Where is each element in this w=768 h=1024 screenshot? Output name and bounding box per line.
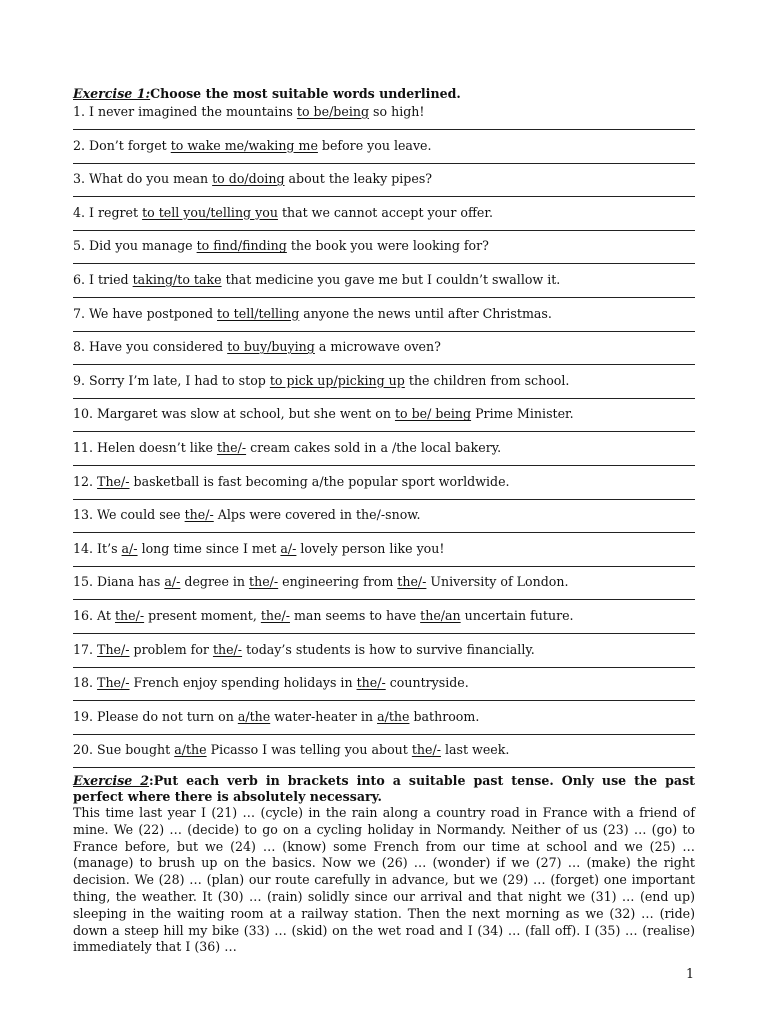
answer-line[interactable] xyxy=(73,163,695,164)
question-text xyxy=(73,741,509,758)
question-text xyxy=(73,170,432,187)
question-item xyxy=(73,405,695,439)
question-segment: problem for xyxy=(129,641,213,657)
question-segment: a microwave oven? xyxy=(314,339,441,355)
question-segment: Prime Minister. xyxy=(471,406,574,422)
answer-options: a/the xyxy=(237,708,271,724)
question-segment: 18. xyxy=(73,675,98,691)
question-item xyxy=(73,305,695,339)
question-segment: present moment, xyxy=(144,607,261,623)
answer-options: The/- xyxy=(97,675,130,691)
question-text xyxy=(73,103,424,120)
question-text xyxy=(73,338,441,355)
answer-line[interactable] xyxy=(73,633,695,634)
question-text xyxy=(73,372,569,389)
question-segment: bathroom. xyxy=(409,708,480,724)
question-segment: University of London. xyxy=(426,574,569,590)
answer-line[interactable] xyxy=(73,767,695,768)
question-segment: 19. Please do not turn on xyxy=(73,708,238,724)
question-segment: 9. Sorry I’m late, I had to stop xyxy=(73,372,270,388)
question-segment: 12. xyxy=(73,473,98,489)
answer-line[interactable] xyxy=(73,465,695,466)
question-text xyxy=(73,204,493,221)
question-text xyxy=(73,573,568,590)
answer-line[interactable] xyxy=(73,499,695,500)
answer-options: a/- xyxy=(280,540,297,556)
answer-line[interactable] xyxy=(73,364,695,365)
question-segment: anyone the news until after Christmas. xyxy=(299,305,552,321)
question-item xyxy=(73,271,695,305)
question-segment: water-heater in xyxy=(270,708,378,724)
question-item xyxy=(73,473,695,507)
answer-options: the/an xyxy=(420,607,461,623)
question-segment: 1. I never imagined the mountains xyxy=(73,104,297,119)
answer-options: a/the xyxy=(174,742,207,758)
question-segment: 4. I regret xyxy=(73,204,143,220)
question-item xyxy=(73,741,695,775)
answer-line[interactable] xyxy=(73,129,695,130)
answer-line[interactable] xyxy=(73,667,695,668)
answer-options: the/- xyxy=(212,641,243,657)
question-text xyxy=(73,641,535,658)
answer-options: to be/ being xyxy=(394,406,472,422)
question-item xyxy=(73,103,695,137)
answer-line[interactable] xyxy=(73,331,695,332)
exercise-2-passage: This time last year I (21) … (cycle) in the rain along a country road in France with a friend of mine. We (22) … (decide) to go on a cycling holiday in Normandy. Neither of us (23) … (go) to France before, but we (24) … (know) some French from our time at school and we (25) … (manage) to brush up on the basics. Now we (26) … (wonder) if we (27) … (make) the right decision. We (28) … (plan) our route carefully in advance, but we (29) … (forget) one important thing, the weather. It (30) … (rain) solidly since our arrival and that night we (31) … (end up) sleeping in the waiting room at a railway station. Then the next morning as we (32) … (ride) down a steep hill my bike (33) … (skid) on the wet road and I (34) … (fall off). I (35) … (realise) immediately that I (36) … xyxy=(73,805,695,955)
question-text xyxy=(73,271,560,288)
question-segment: about the leaky pipes? xyxy=(284,171,433,187)
answer-options: to do/doing xyxy=(212,171,285,187)
exercise-2-heading xyxy=(73,773,695,805)
exercise-2-label: Exercise 2 xyxy=(73,773,150,788)
answer-options: a/- xyxy=(164,574,181,590)
question-segment: the children from school. xyxy=(404,372,570,388)
question-segment: countryside. xyxy=(385,675,469,691)
answer-options: a/- xyxy=(121,540,138,556)
question-segment: last week. xyxy=(440,742,510,758)
question-segment: Alps were covered in the/-snow. xyxy=(213,507,421,523)
question-segment: 17. xyxy=(73,641,98,657)
question-text xyxy=(73,439,501,456)
answer-options: to find/finding xyxy=(196,238,287,254)
question-segment: basketball is fast becoming a/the popular sport worldwide. xyxy=(129,473,510,489)
answer-options: the/- xyxy=(411,742,441,758)
exercise-1 xyxy=(73,86,695,775)
answer-line[interactable] xyxy=(73,700,695,701)
question-segment: lovely person like you! xyxy=(296,540,445,556)
exercise-1-label: Exercise 1: xyxy=(73,86,151,101)
answer-options: to be/being xyxy=(296,104,370,119)
answer-options: the/- xyxy=(114,607,145,623)
exercise-2 xyxy=(73,773,695,956)
question-item xyxy=(73,137,695,171)
question-list xyxy=(73,103,695,775)
question-item xyxy=(73,540,695,574)
question-text xyxy=(73,237,489,254)
question-segment: 15. Diana has xyxy=(73,574,165,590)
question-segment: today’s students is how to survive financially. xyxy=(242,641,535,657)
question-text xyxy=(73,137,432,154)
answer-options: taking/to take xyxy=(132,271,222,287)
question-item xyxy=(73,607,695,641)
answer-options: to tell you/telling you xyxy=(142,204,278,220)
answer-options: the/- xyxy=(216,439,247,455)
answer-line[interactable] xyxy=(73,566,695,567)
answer-options: to tell/telling xyxy=(217,305,300,321)
answer-line[interactable] xyxy=(73,599,695,600)
question-segment: Picasso I was telling you about xyxy=(206,742,412,758)
answer-options: to buy/buying xyxy=(227,339,315,355)
question-segment: that we cannot accept your offer. xyxy=(277,204,493,220)
question-segment: 5. Did you manage xyxy=(73,238,197,254)
question-segment: 2. Don’t forget xyxy=(73,137,171,153)
question-segment: 3. What do you mean xyxy=(73,171,213,187)
answer-line[interactable] xyxy=(73,734,695,735)
question-item xyxy=(73,372,695,406)
answer-options: the/- xyxy=(260,607,290,623)
question-item xyxy=(73,237,695,271)
answer-line[interactable] xyxy=(73,230,695,231)
question-segment: long time since I met xyxy=(137,540,281,556)
question-segment: man seems to have xyxy=(289,607,421,623)
answer-line[interactable] xyxy=(73,532,695,533)
question-segment: cream cakes sold in a /the local bakery. xyxy=(246,439,502,455)
question-segment: that medicine you gave me but I couldn’t swallow it. xyxy=(221,271,561,287)
question-segment: uncertain future. xyxy=(460,607,574,623)
exercise-2-title: :Put each verb in brackets into a suitable past tense. Only use the past perfect where there is absolutely necessary. xyxy=(73,773,695,804)
question-text xyxy=(73,473,510,490)
answer-options: to pick up/picking up xyxy=(269,372,405,388)
question-segment: French enjoy spending holidays in xyxy=(129,675,357,691)
question-segment: 16. At xyxy=(73,607,115,623)
exercise-1-title: Choose the most suitable words underlined. xyxy=(150,86,461,101)
question-segment: the book you were looking for? xyxy=(286,238,489,254)
answer-options: The/- xyxy=(97,641,130,657)
answer-options: the/- xyxy=(184,507,214,523)
answer-line[interactable] xyxy=(73,263,695,264)
question-item xyxy=(73,708,695,742)
question-item xyxy=(73,170,695,204)
question-segment: 7. We have postponed xyxy=(73,305,218,321)
question-segment: 20. Sue bought xyxy=(73,742,175,758)
question-item xyxy=(73,641,695,675)
question-text xyxy=(73,708,479,725)
question-text xyxy=(73,540,444,557)
question-text xyxy=(73,506,421,523)
question-item xyxy=(73,573,695,607)
page-number: 1 xyxy=(686,966,695,981)
exercise-1-heading xyxy=(73,86,695,102)
question-segment: engineering from xyxy=(278,574,398,590)
answer-options: the/- xyxy=(397,574,427,590)
question-item xyxy=(73,204,695,238)
question-segment: before you leave. xyxy=(317,137,432,153)
answer-line[interactable] xyxy=(73,398,695,399)
question-segment: so high! xyxy=(369,104,425,119)
question-segment: 14. It’s xyxy=(73,540,122,556)
question-segment: 13. We could see xyxy=(73,507,185,523)
question-text xyxy=(73,674,469,691)
question-text xyxy=(73,607,574,624)
answer-options: to wake me/waking me xyxy=(170,137,318,153)
answer-options: The/- xyxy=(97,473,130,489)
question-text xyxy=(73,405,574,422)
answer-line[interactable] xyxy=(73,431,695,432)
question-segment: 6. I tried xyxy=(73,271,133,287)
answer-options: a/the xyxy=(377,708,410,724)
question-text xyxy=(73,305,552,322)
question-segment: 11. Helen doesn’t like xyxy=(73,439,217,455)
question-segment: 10. Margaret was slow at school, but she went on xyxy=(73,406,395,422)
question-item xyxy=(73,506,695,540)
question-item xyxy=(73,674,695,708)
answer-options: the/- xyxy=(249,574,279,590)
answer-line[interactable] xyxy=(73,196,695,197)
answer-line[interactable] xyxy=(73,297,695,298)
question-item xyxy=(73,439,695,473)
question-segment: 8. Have you considered xyxy=(73,339,228,355)
question-item xyxy=(73,338,695,372)
question-segment: degree in xyxy=(180,574,250,590)
answer-options: the/- xyxy=(356,675,386,691)
